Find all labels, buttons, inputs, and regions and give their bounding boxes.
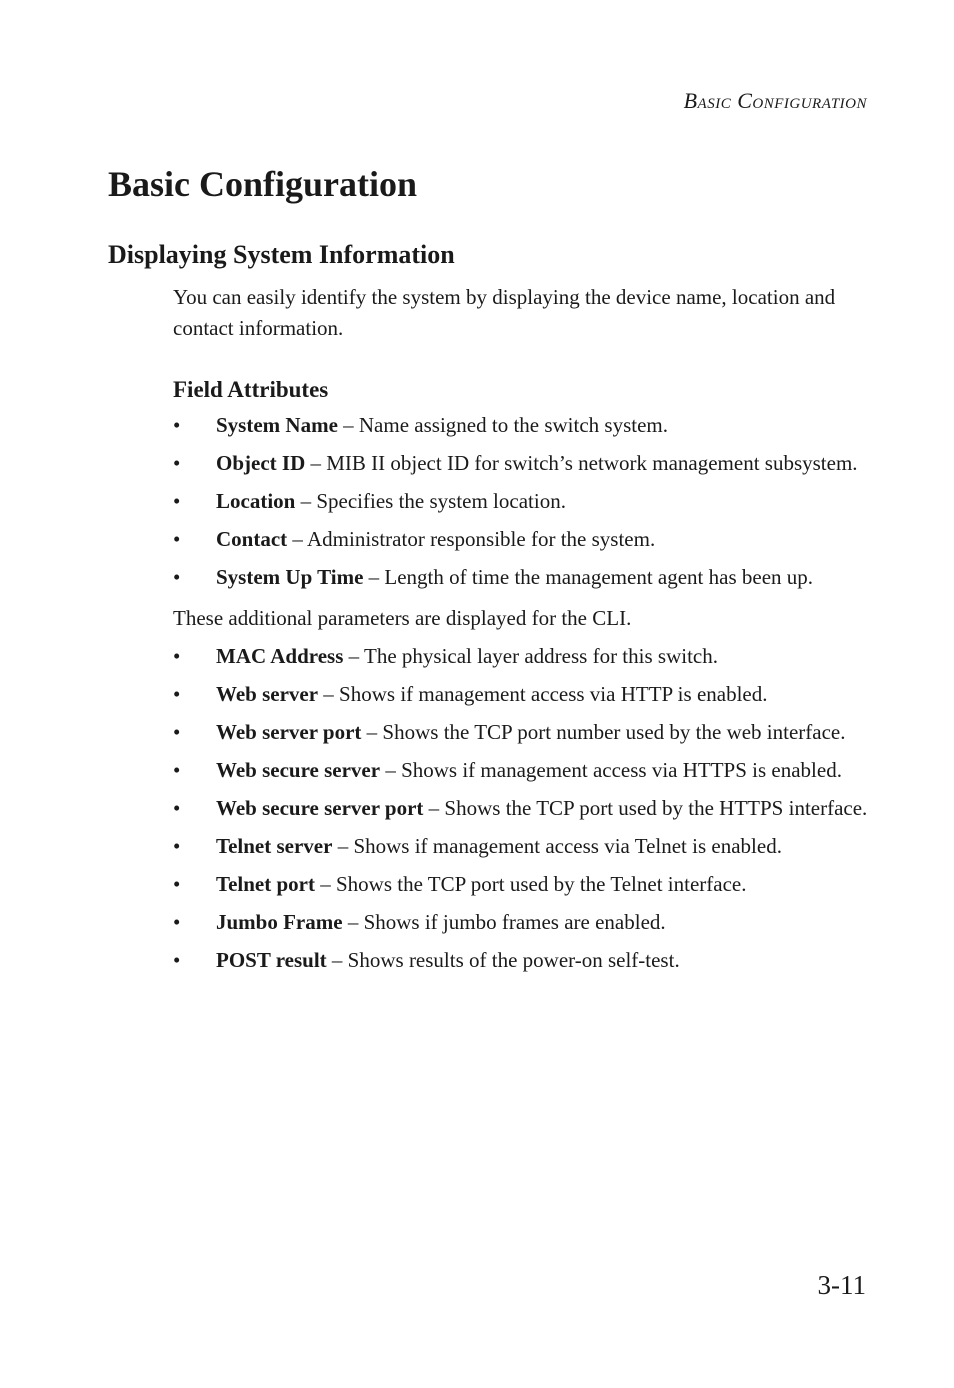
term: POST result (216, 948, 327, 972)
bullet: • (173, 489, 181, 513)
list-item (173, 562, 873, 593)
section-title: Displaying System Information (108, 240, 455, 269)
description: – Shows if management access via HTTP is enabled. (318, 682, 768, 706)
list-item (173, 793, 873, 824)
page-number: 3-11 (817, 1270, 866, 1300)
bullet: • (173, 834, 181, 858)
chapter-title: Basic Configuration (108, 164, 418, 204)
list-item (173, 755, 873, 786)
section-body (173, 282, 873, 983)
bullet: • (173, 644, 181, 668)
term: System Name (216, 413, 338, 437)
list-item (173, 717, 873, 748)
list-item (173, 524, 873, 555)
term: Telnet port (216, 872, 315, 896)
term: Telnet server (216, 834, 333, 858)
list-item (173, 869, 873, 900)
list-item (173, 410, 873, 441)
bullet: • (173, 413, 181, 437)
description: – The physical layer address for this switch. (343, 644, 718, 668)
bullet: • (173, 796, 181, 820)
cli-parameters-list (173, 641, 873, 976)
description: – Shows the TCP port used by the HTTPS interface. (423, 796, 868, 820)
description: – Name assigned to the switch system. (337, 413, 669, 437)
additional-parameters-text: These additional parameters are displayed for the CLI. (173, 606, 632, 630)
intro-paragraph: You can easily identify the system by displaying the device name, location and contact information. (173, 285, 836, 340)
term: Contact (216, 527, 288, 551)
description: – Administrator responsible for the system. (287, 527, 656, 551)
list-item (173, 831, 873, 862)
term: MAC Address (216, 644, 344, 668)
list-item (173, 907, 873, 938)
description: – Shows if management access via Telnet is enabled. (332, 834, 782, 858)
term: Web server (216, 682, 319, 706)
bullet: • (173, 910, 181, 934)
running-header: Basic Configuration (683, 88, 867, 113)
description: – Specifies the system location. (295, 489, 566, 513)
term: System Up Time (216, 565, 364, 589)
description: – Shows the TCP port used by the Telnet interface. (314, 872, 747, 896)
field-attributes-title: Field Attributes (173, 377, 329, 402)
description: – Shows results of the power-on self-test. (326, 948, 680, 972)
description: – Shows the TCP port number used by the web interface. (361, 720, 846, 744)
bullet: • (173, 527, 181, 551)
list-item (173, 679, 873, 710)
term: Jumbo Frame (216, 910, 343, 934)
field-attributes-list (173, 410, 873, 593)
description: – Shows if management access via HTTPS is enabled. (380, 758, 842, 782)
list-item (173, 945, 873, 976)
description: – Length of time the management agent has been up. (363, 565, 814, 589)
list-item (173, 486, 873, 517)
list-item (173, 448, 873, 479)
list-item (173, 641, 873, 672)
bullet: • (173, 565, 181, 589)
term: Object ID (216, 451, 306, 475)
bullet: • (173, 948, 181, 972)
term: Web secure server port (216, 796, 424, 820)
bullet: • (173, 720, 181, 744)
term: Web secure server (216, 758, 381, 782)
bullet: • (173, 758, 181, 782)
description: – Shows if jumbo frames are enabled. (342, 910, 666, 934)
bullet: • (173, 872, 181, 896)
bullet: • (173, 451, 181, 475)
bullet: • (173, 682, 181, 706)
term: Location (216, 489, 296, 513)
term: Web server port (216, 720, 362, 744)
description: – MIB II object ID for switch’s network management subsystem. (305, 451, 858, 475)
